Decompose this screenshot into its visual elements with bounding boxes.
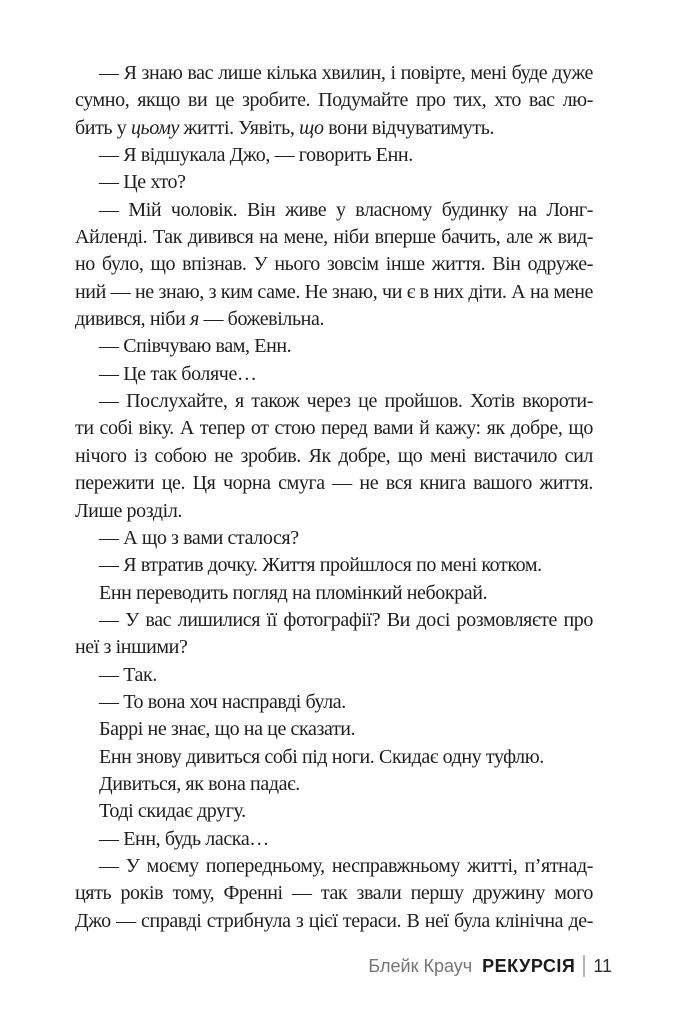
text-line: — У вас лишилися її фотографії? Ви досі розмовляєте про bbox=[99, 608, 593, 631]
text-line: Енн знову дивиться собі під ноги. Скидає одну туфлю. bbox=[99, 745, 544, 768]
text-line: ти собі віку. А тепер от стою перед вами й кажу: як добре, що bbox=[75, 417, 593, 440]
book-text bbox=[75, 60, 593, 935]
text-line: — Я відшукала Джо, — говорить Енн. bbox=[99, 144, 413, 167]
text-line: Лише розділ. bbox=[75, 499, 182, 522]
text-line: Баррі не знає, що на це сказати. bbox=[99, 718, 356, 741]
text-line: — Це так боляче… bbox=[99, 362, 257, 385]
text-line: — Мій чоловік. Він живе у власному будинку на Лонг- bbox=[99, 198, 593, 221]
footer-book-title: РЕКУРСІЯ bbox=[482, 955, 576, 976]
text-line: Дивиться, як вона падає. bbox=[99, 772, 300, 795]
text-line: — Це хто? bbox=[99, 171, 186, 194]
text-line: — Я втратив дочку. Життя пройшлося по мені котком. bbox=[99, 554, 542, 577]
text-line: сумно, якщо ви це зробите. Подумайте про тих, хто вас лю- bbox=[75, 89, 593, 112]
text-line: Джо — справді стрибнула з цієї тераси. В неї була клінічна де- bbox=[75, 909, 593, 932]
text-line: но було, що впізнав. У нього зовсім інше життя. Він одруже- bbox=[75, 253, 593, 276]
text-line: ний — не знаю, з ким саме. Не знаю, чи є в них діти. А на мене bbox=[75, 280, 593, 303]
page-footer bbox=[368, 952, 612, 980]
text-line: — Так. bbox=[99, 663, 157, 686]
footer-author: Блейк Крауч bbox=[368, 955, 473, 976]
text-line: — Енн, будь ласка… bbox=[99, 827, 269, 850]
text-line: нічого із собою не зробив. Як добре, що мені вистачило сил bbox=[75, 444, 593, 467]
text-line: — У моєму попередньому, несправжньому житті, п’ятнад- bbox=[99, 854, 593, 877]
text-line: — Співчуваю вам, Енн. bbox=[99, 335, 292, 358]
text-line: пережити це. Ця чорна смуга — не вся книга вашого життя. bbox=[75, 472, 593, 495]
footer-separator bbox=[583, 955, 585, 977]
text-line: Енн переводить погляд на пломінкий небокрай. bbox=[99, 581, 488, 604]
text-line: — Послухайте, я також через це пройшов. Хотів вкороти- bbox=[99, 390, 593, 413]
footer-page-number: 11 bbox=[593, 955, 612, 976]
text-line: Айленді. Так дивився на мене, ніби вперше бачить, але ж вид- bbox=[75, 226, 593, 249]
text-line: — А що з вами сталося? bbox=[99, 526, 299, 549]
text-line: цять років тому, Френні — так звали першу дружину мого bbox=[75, 882, 593, 905]
text-line: — Я знаю вас лише кілька хвилин, і повірте, мені буде дуже bbox=[99, 62, 593, 84]
text-line: неї з іншими? bbox=[75, 636, 188, 659]
text-line: — То вона хоч насправді була. bbox=[99, 690, 346, 713]
text-line: Тоді скидає другу. bbox=[99, 800, 246, 823]
text-line: бить у цьому житті. Уявіть, що вони відчуватимуть. bbox=[75, 116, 495, 139]
text-line: дивився, ніби я — божевільна. bbox=[75, 308, 325, 331]
